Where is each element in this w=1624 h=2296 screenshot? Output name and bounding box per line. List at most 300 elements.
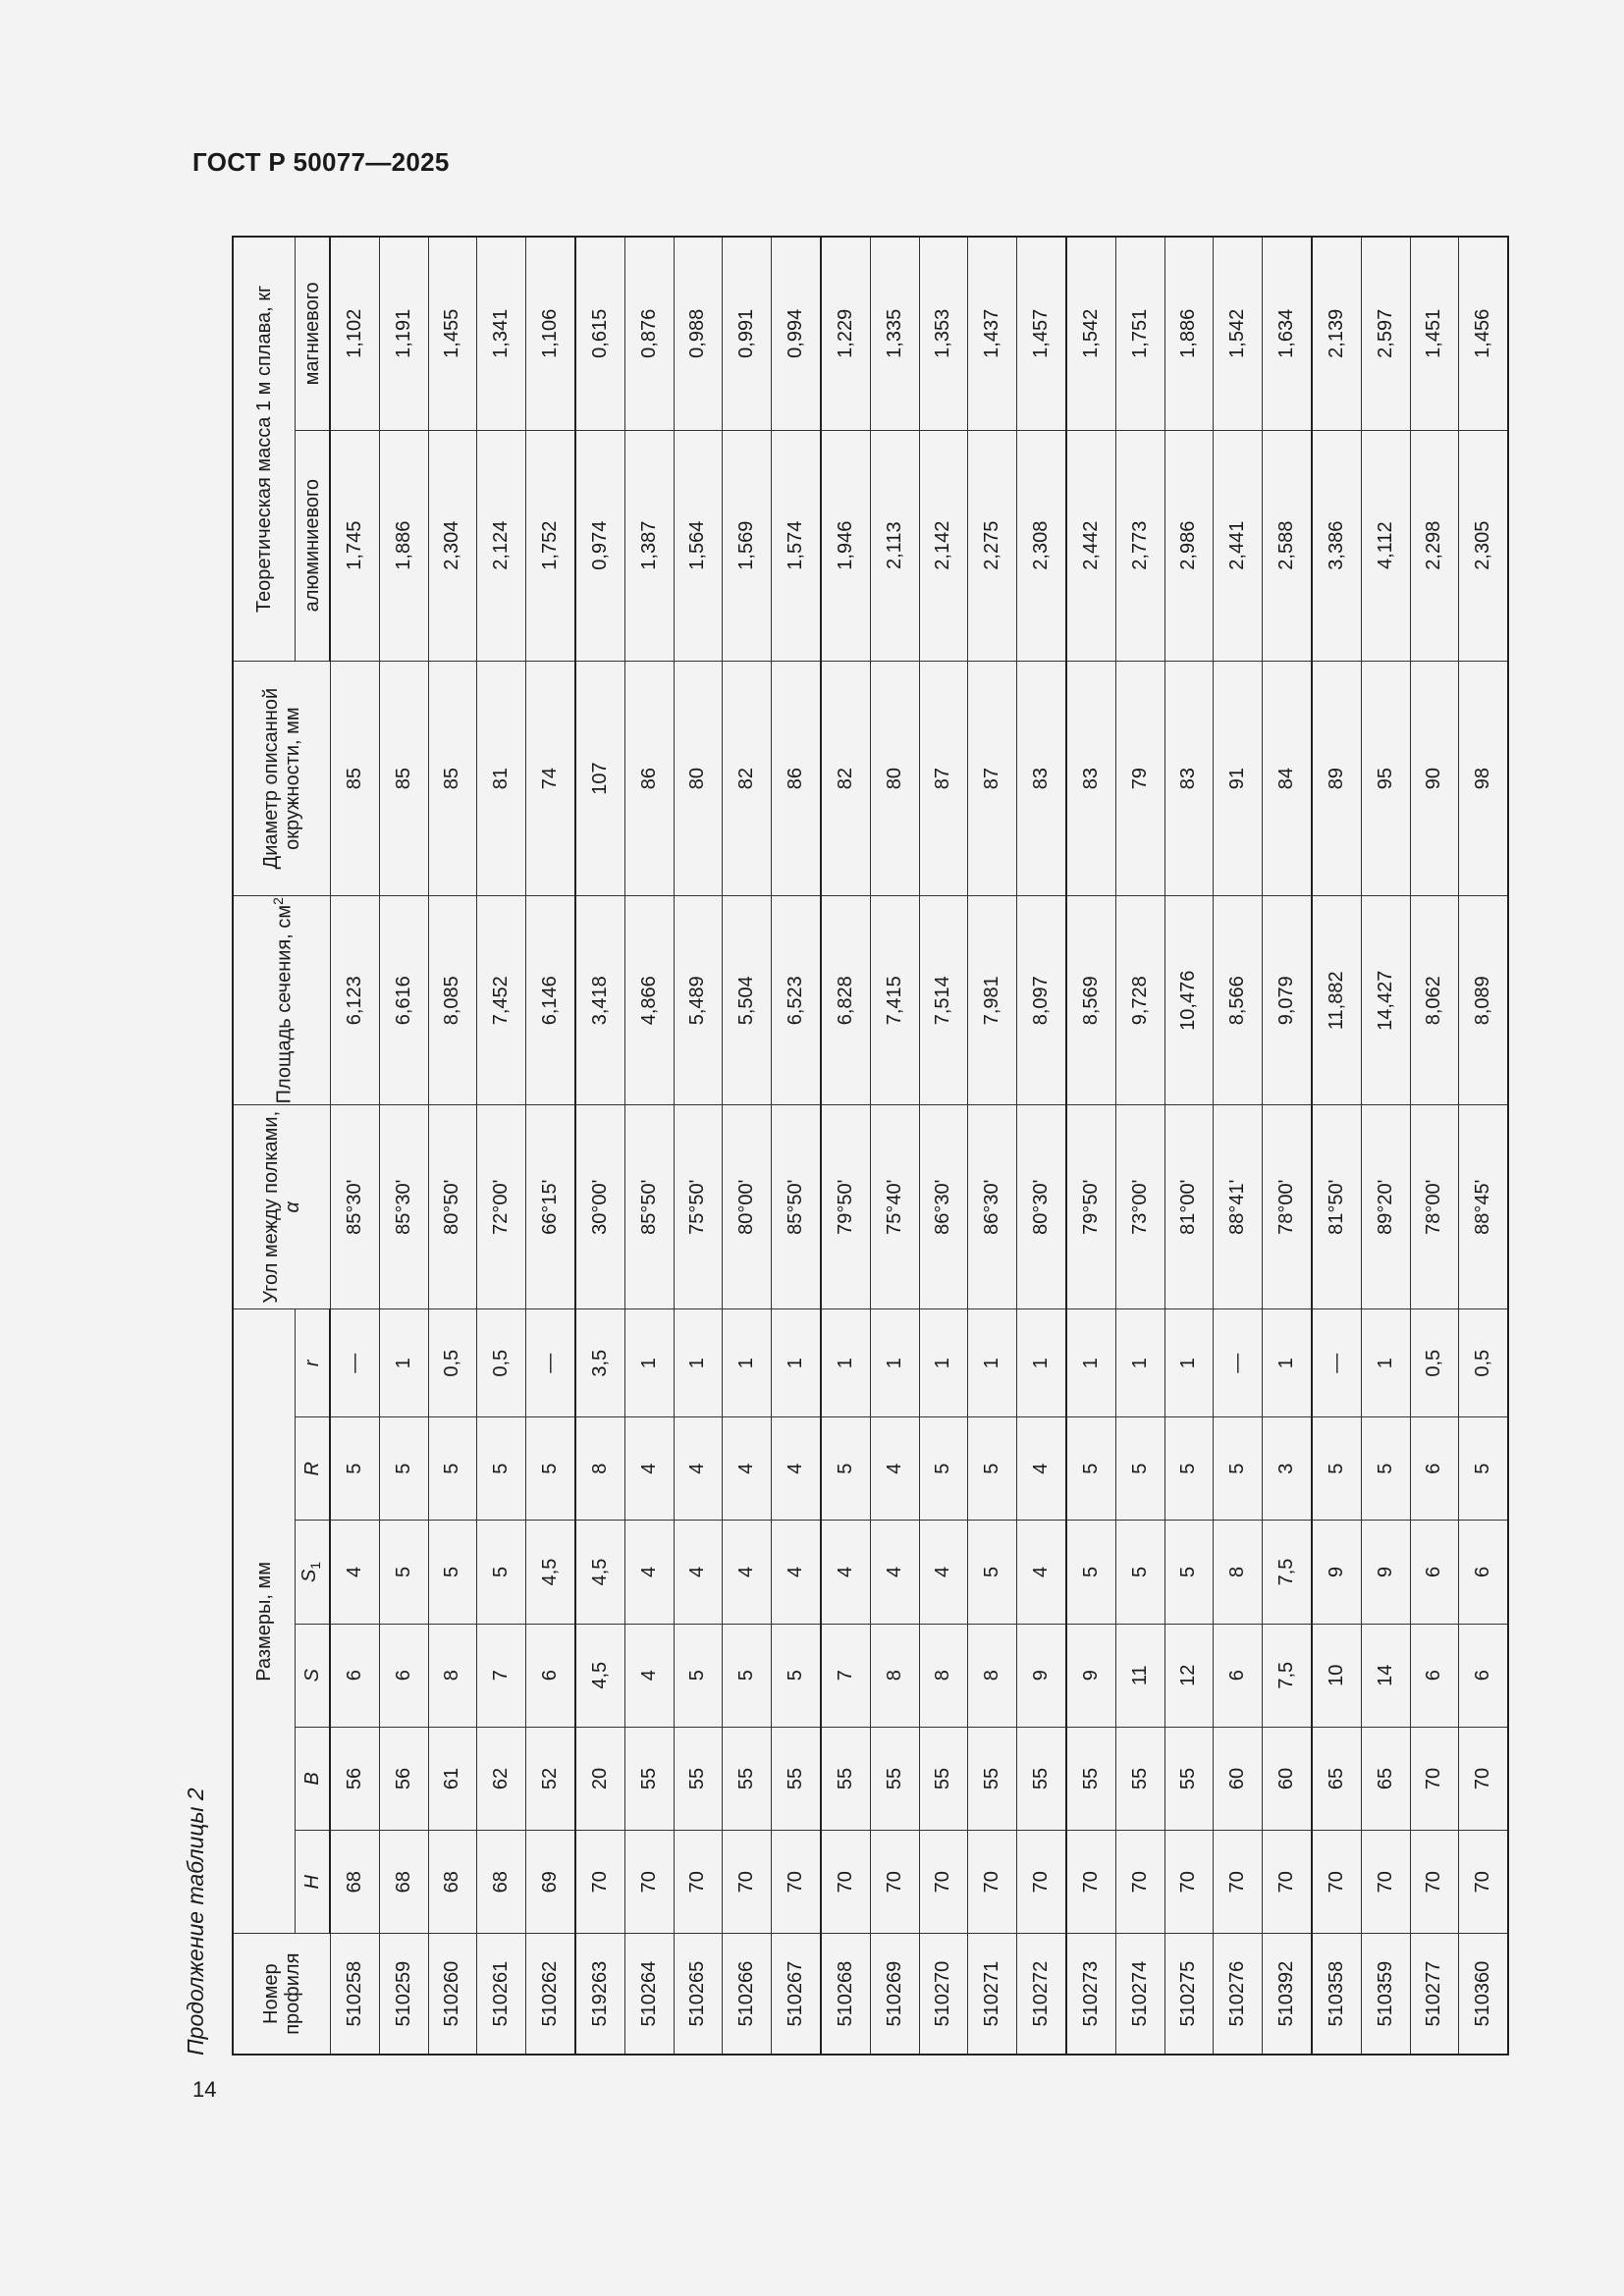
cell-r: — — [330, 1309, 379, 1417]
cell-B: 55 — [919, 1727, 968, 1830]
cell-diameter: 85 — [330, 661, 379, 896]
cell-mass-magnesium: 0,994 — [772, 237, 821, 430]
header-S: S — [296, 1624, 331, 1727]
header-diameter: Диаметр описанной окружности, мм — [233, 661, 330, 896]
cell-B: 60 — [1263, 1727, 1312, 1830]
cell-diameter: 83 — [1066, 661, 1115, 896]
table-row — [1164, 237, 1214, 2055]
cell-profile-number: 510358 — [1312, 1934, 1361, 2055]
cell-diameter: 83 — [1164, 661, 1214, 896]
cell-profile-number: 510262 — [526, 1934, 575, 2055]
cell-R: 4 — [772, 1417, 821, 1521]
cell-R: 5 — [428, 1417, 477, 1521]
cell-mass-magnesium: 1,886 — [1164, 237, 1214, 430]
cell-mass-magnesium: 1,335 — [870, 237, 919, 430]
cell-profile-number: 510261 — [477, 1934, 526, 2055]
cell-H: 70 — [772, 1831, 821, 1934]
cell-profile-number: 510265 — [674, 1934, 723, 2055]
cell-R: 5 — [821, 1417, 870, 1521]
cell-profile-number: 510264 — [624, 1934, 674, 2055]
cell-H: 70 — [723, 1831, 772, 1934]
cell-H: 70 — [1164, 1831, 1214, 1934]
cell-r: 1 — [772, 1309, 821, 1417]
cell-mass-aluminum: 0,974 — [575, 430, 624, 661]
cell-mass-magnesium: 1,102 — [330, 237, 379, 430]
table-row — [968, 237, 1017, 2055]
cell-mass-aluminum: 2,124 — [477, 430, 526, 661]
cell-mass-magnesium: 1,229 — [821, 237, 870, 430]
cell-S: 6 — [1410, 1624, 1459, 1727]
table-row — [624, 237, 674, 2055]
cell-area: 10,476 — [1164, 896, 1214, 1105]
cell-mass-aluminum: 1,752 — [526, 430, 575, 661]
cell-r: 1 — [821, 1309, 870, 1417]
cell-H: 68 — [330, 1831, 379, 1934]
cell-S1: 4 — [624, 1521, 674, 1624]
cell-S: 6 — [379, 1624, 428, 1727]
cell-angle: 88°41' — [1214, 1105, 1263, 1309]
cell-H: 68 — [477, 1831, 526, 1934]
cell-B: 70 — [1459, 1727, 1508, 1830]
cell-angle: 88°45' — [1459, 1105, 1508, 1309]
cell-area: 7,981 — [968, 896, 1017, 1105]
cell-angle: 89°20' — [1361, 1105, 1410, 1309]
cell-H: 70 — [968, 1831, 1017, 1934]
table-row — [1115, 237, 1164, 2055]
cell-S: 8 — [919, 1624, 968, 1727]
cell-R: 6 — [1410, 1417, 1459, 1521]
rotated-table-block — [181, 236, 1494, 2056]
cell-r: — — [1214, 1309, 1263, 1417]
cell-B: 62 — [477, 1727, 526, 1830]
cell-mass-magnesium: 1,341 — [477, 237, 526, 430]
cell-S: 5 — [674, 1624, 723, 1727]
cell-H: 70 — [821, 1831, 870, 1934]
header-mass: Теоретическая масса 1 м сплава, кг — [233, 237, 296, 661]
cell-mass-aluminum: 2,142 — [919, 430, 968, 661]
cell-angle: 85°50' — [624, 1105, 674, 1309]
cell-mass-aluminum: 1,946 — [821, 430, 870, 661]
cell-profile-number: 510276 — [1214, 1934, 1263, 2055]
cell-S1: 4 — [919, 1521, 968, 1624]
table-row — [1312, 237, 1361, 2055]
cell-area: 6,146 — [526, 896, 575, 1105]
cell-angle: 85°30' — [330, 1105, 379, 1309]
cell-diameter: 107 — [575, 661, 624, 896]
cell-profile-number: 510269 — [870, 1934, 919, 2055]
table-row — [723, 237, 772, 2055]
cell-r: 1 — [624, 1309, 674, 1417]
cell-R: 4 — [674, 1417, 723, 1521]
cell-angle: 30°00' — [575, 1105, 624, 1309]
header-R: R — [296, 1417, 331, 1521]
cell-R: 5 — [379, 1417, 428, 1521]
cell-diameter: 85 — [379, 661, 428, 896]
cell-mass-magnesium: 1,451 — [1410, 237, 1459, 430]
cell-area: 9,728 — [1115, 896, 1164, 1105]
cell-R: 5 — [1459, 1417, 1508, 1521]
cell-S: 5 — [772, 1624, 821, 1727]
cell-diameter: 79 — [1115, 661, 1164, 896]
cell-mass-aluminum: 1,886 — [379, 430, 428, 661]
cell-mass-aluminum: 2,113 — [870, 430, 919, 661]
header-aluminum: алюминиевого — [296, 430, 331, 661]
cell-r: 1 — [870, 1309, 919, 1417]
cell-mass-aluminum: 2,773 — [1115, 430, 1164, 661]
cell-S1: 9 — [1312, 1521, 1361, 1624]
cell-R: 5 — [1312, 1417, 1361, 1521]
cell-S: 6 — [1214, 1624, 1263, 1727]
table-row — [772, 237, 821, 2055]
cell-mass-magnesium: 1,353 — [919, 237, 968, 430]
cell-r: 1 — [723, 1309, 772, 1417]
cell-area: 3,418 — [575, 896, 624, 1105]
cell-angle: 73°00' — [1115, 1105, 1164, 1309]
table-row — [1459, 237, 1508, 2055]
cell-mass-aluminum: 2,304 — [428, 430, 477, 661]
cell-S1: 9 — [1361, 1521, 1410, 1624]
cell-area: 7,415 — [870, 896, 919, 1105]
header-S1: $S_1$ — [296, 1521, 331, 1624]
cell-S1: 7,5 — [1263, 1521, 1312, 1624]
cell-S1: 4 — [821, 1521, 870, 1624]
cell-r: 1 — [379, 1309, 428, 1417]
cell-r: 3,5 — [575, 1309, 624, 1417]
cell-B: 55 — [624, 1727, 674, 1830]
cell-B: 55 — [1017, 1727, 1066, 1830]
cell-mass-magnesium: 1,457 — [1017, 237, 1066, 430]
cell-S1: 4 — [870, 1521, 919, 1624]
cell-S1: 5 — [428, 1521, 477, 1624]
cell-mass-aluminum: 2,588 — [1263, 430, 1312, 661]
cell-R: 5 — [330, 1417, 379, 1521]
cell-area: 8,062 — [1410, 896, 1459, 1105]
cell-B: 52 — [526, 1727, 575, 1830]
cell-profile-number: 510259 — [379, 1934, 428, 2055]
table-row — [1361, 237, 1410, 2055]
cell-S: 9 — [1017, 1624, 1066, 1727]
cell-B: 60 — [1214, 1727, 1263, 1830]
cell-area: 7,514 — [919, 896, 968, 1105]
cell-H: 70 — [1312, 1831, 1361, 1934]
table-row — [1214, 237, 1263, 2055]
cell-diameter: 85 — [428, 661, 477, 896]
cell-R: 5 — [1361, 1417, 1410, 1521]
cell-mass-magnesium: 1,634 — [1263, 237, 1312, 430]
cell-mass-magnesium: 1,751 — [1115, 237, 1164, 430]
cell-mass-aluminum: 1,574 — [772, 430, 821, 661]
cell-mass-magnesium: 2,597 — [1361, 237, 1410, 430]
cell-H: 70 — [1066, 1831, 1115, 1934]
cell-angle: 72°00' — [477, 1105, 526, 1309]
cell-S: 7,5 — [1263, 1624, 1312, 1727]
cell-diameter: 95 — [1361, 661, 1410, 896]
cell-H: 70 — [1410, 1831, 1459, 1934]
header-H: H — [296, 1831, 331, 1934]
cell-S1: 4 — [723, 1521, 772, 1624]
table-row — [1066, 237, 1115, 2055]
table-row — [1017, 237, 1066, 2055]
cell-area: 6,828 — [821, 896, 870, 1105]
table-row — [526, 237, 575, 2055]
cell-S: 12 — [1164, 1624, 1214, 1727]
cell-S1: 4 — [772, 1521, 821, 1624]
cell-B: 61 — [428, 1727, 477, 1830]
cell-diameter: 82 — [821, 661, 870, 896]
cell-S1: 5 — [1066, 1521, 1115, 1624]
cell-S1: 5 — [1115, 1521, 1164, 1624]
cell-S: 4 — [624, 1624, 674, 1727]
cell-H: 70 — [1017, 1831, 1066, 1934]
cell-S1: 5 — [379, 1521, 428, 1624]
cell-B: 55 — [821, 1727, 870, 1830]
header-dimensions: Размеры, мм — [233, 1309, 296, 1934]
cell-mass-magnesium: 1,191 — [379, 237, 428, 430]
cell-B: 55 — [674, 1727, 723, 1830]
cell-angle: 80°50' — [428, 1105, 477, 1309]
cell-diameter: 87 — [968, 661, 1017, 896]
cell-r: — — [1312, 1309, 1361, 1417]
cell-S: 14 — [1361, 1624, 1410, 1727]
cell-area: 4,866 — [624, 896, 674, 1105]
cell-mass-aluminum: 2,441 — [1214, 430, 1263, 661]
cell-S1: 4 — [1017, 1521, 1066, 1624]
cell-r: 1 — [1115, 1309, 1164, 1417]
cell-mass-aluminum: 2,305 — [1459, 430, 1508, 661]
cell-mass-magnesium: 0,991 — [723, 237, 772, 430]
header-profile-number: Номер профиля — [233, 1934, 330, 2055]
header-B: B — [296, 1727, 331, 1830]
cell-r: 1 — [1017, 1309, 1066, 1417]
cell-B: 55 — [870, 1727, 919, 1830]
cell-mass-aluminum: 1,745 — [330, 430, 379, 661]
page-number: 14 — [192, 2077, 217, 2102]
cell-angle: 81°50' — [1312, 1105, 1361, 1309]
cell-R: 4 — [1017, 1417, 1066, 1521]
cell-B: 56 — [330, 1727, 379, 1830]
cell-S: 8 — [968, 1624, 1017, 1727]
cell-angle: 80°00' — [723, 1105, 772, 1309]
cell-H: 70 — [1361, 1831, 1410, 1934]
header-r: r — [296, 1309, 331, 1417]
cell-S1: 5 — [477, 1521, 526, 1624]
cell-B: 70 — [1410, 1727, 1459, 1830]
cell-r: — — [526, 1309, 575, 1417]
cell-area: 6,123 — [330, 896, 379, 1105]
cell-profile-number: 510266 — [723, 1934, 772, 2055]
cell-R: 4 — [624, 1417, 674, 1521]
cell-mass-magnesium: 0,615 — [575, 237, 624, 430]
cell-area: 14,427 — [1361, 896, 1410, 1105]
cell-B: 65 — [1312, 1727, 1361, 1830]
cell-mass-magnesium: 1,455 — [428, 237, 477, 430]
cell-profile-number: 510272 — [1017, 1934, 1066, 2055]
cell-S1: 4,5 — [526, 1521, 575, 1624]
cell-diameter: 89 — [1312, 661, 1361, 896]
cell-r: 1 — [968, 1309, 1017, 1417]
table-body — [330, 237, 1508, 2055]
cell-H: 68 — [379, 1831, 428, 1934]
cell-r: 1 — [1066, 1309, 1115, 1417]
cell-H: 70 — [624, 1831, 674, 1934]
header-angle: Угол между полками, α — [233, 1105, 330, 1309]
cell-area: 8,569 — [1066, 896, 1115, 1105]
cell-S: 4,5 — [575, 1624, 624, 1727]
cell-mass-aluminum: 2,275 — [968, 430, 1017, 661]
table-row — [477, 237, 526, 2055]
cell-S: 11 — [1115, 1624, 1164, 1727]
cell-area: 11,882 — [1312, 896, 1361, 1105]
cell-profile-number: 510275 — [1164, 1934, 1214, 2055]
cell-H: 70 — [1115, 1831, 1164, 1934]
cell-r: 0,5 — [428, 1309, 477, 1417]
cell-angle: 78°00' — [1410, 1105, 1459, 1309]
cell-S: 6 — [330, 1624, 379, 1727]
cell-R: 5 — [968, 1417, 1017, 1521]
cell-S1: 8 — [1214, 1521, 1263, 1624]
cell-H: 70 — [575, 1831, 624, 1934]
cell-H: 69 — [526, 1831, 575, 1934]
cell-area: 9,079 — [1263, 896, 1312, 1105]
cell-r: 1 — [1164, 1309, 1214, 1417]
cell-area: 8,085 — [428, 896, 477, 1105]
table-caption: Продолжение таблицы 2 — [183, 1788, 208, 2056]
cell-mass-aluminum: 2,298 — [1410, 430, 1459, 661]
cell-area: 8,097 — [1017, 896, 1066, 1105]
cell-mass-magnesium: 2,139 — [1312, 237, 1361, 430]
cell-mass-magnesium: 0,876 — [624, 237, 674, 430]
cell-R: 5 — [1115, 1417, 1164, 1521]
cell-profile-number: 519263 — [575, 1934, 624, 2055]
cell-r: 1 — [674, 1309, 723, 1417]
cell-angle: 86°30' — [919, 1105, 968, 1309]
table-row — [1410, 237, 1459, 2055]
cell-R: 5 — [1214, 1417, 1263, 1521]
cell-S1: 5 — [968, 1521, 1017, 1624]
cell-mass-aluminum: 4,112 — [1361, 430, 1410, 661]
cell-mass-aluminum: 2,986 — [1164, 430, 1214, 661]
cell-diameter: 87 — [919, 661, 968, 896]
cell-R: 4 — [870, 1417, 919, 1521]
cell-r: 0,5 — [477, 1309, 526, 1417]
cell-B: 55 — [968, 1727, 1017, 1830]
cell-r: 0,5 — [1459, 1309, 1508, 1417]
cell-profile-number: 510268 — [821, 1934, 870, 2055]
table-row — [870, 237, 919, 2055]
cell-diameter: 80 — [870, 661, 919, 896]
table-row — [575, 237, 624, 2055]
cell-S: 6 — [526, 1624, 575, 1727]
cell-S1: 4,5 — [575, 1521, 624, 1624]
cell-B: 55 — [772, 1727, 821, 1830]
cell-mass-magnesium: 0,988 — [674, 237, 723, 430]
cell-mass-aluminum: 2,308 — [1017, 430, 1066, 661]
cell-mass-magnesium: 1,106 — [526, 237, 575, 430]
cell-S1: 4 — [674, 1521, 723, 1624]
cell-R: 4 — [723, 1417, 772, 1521]
cell-R: 5 — [526, 1417, 575, 1521]
cell-angle: 81°00' — [1164, 1105, 1214, 1309]
cell-area: 8,089 — [1459, 896, 1508, 1105]
cell-diameter: 80 — [674, 661, 723, 896]
cell-diameter: 84 — [1263, 661, 1312, 896]
cell-S: 9 — [1066, 1624, 1115, 1727]
cell-diameter: 74 — [526, 661, 575, 896]
cell-r: 1 — [1263, 1309, 1312, 1417]
cell-S1: 4 — [330, 1521, 379, 1624]
cell-area: 8,566 — [1214, 896, 1263, 1105]
cell-profile-number: 510260 — [428, 1934, 477, 2055]
table-row — [1263, 237, 1312, 2055]
cell-H: 70 — [1214, 1831, 1263, 1934]
cell-profile-number: 510277 — [1410, 1934, 1459, 2055]
cell-mass-aluminum: 1,569 — [723, 430, 772, 661]
cell-S: 10 — [1312, 1624, 1361, 1727]
cell-angle: 66°15' — [526, 1105, 575, 1309]
header-area: Площадь сечения, $см^2$ — [233, 896, 330, 1105]
cell-R: 8 — [575, 1417, 624, 1521]
cell-angle: 85°30' — [379, 1105, 428, 1309]
cell-R: 5 — [477, 1417, 526, 1521]
cell-B: 20 — [575, 1727, 624, 1830]
cell-S1: 6 — [1459, 1521, 1508, 1624]
cell-profile-number: 510274 — [1115, 1934, 1164, 2055]
cell-mass-aluminum: 1,387 — [624, 430, 674, 661]
cell-diameter: 81 — [477, 661, 526, 896]
cell-diameter: 98 — [1459, 661, 1508, 896]
cell-area: 5,489 — [674, 896, 723, 1105]
cell-H: 68 — [428, 1831, 477, 1934]
cell-mass-magnesium: 1,456 — [1459, 237, 1508, 430]
cell-mass-aluminum: 3,386 — [1312, 430, 1361, 661]
cell-H: 70 — [674, 1831, 723, 1934]
cell-R: 5 — [919, 1417, 968, 1521]
table-row — [379, 237, 428, 2055]
cell-S1: 5 — [1164, 1521, 1214, 1624]
cell-B: 55 — [1164, 1727, 1214, 1830]
cell-S: 6 — [1459, 1624, 1508, 1727]
table-row — [330, 237, 379, 2055]
cell-diameter: 82 — [723, 661, 772, 896]
cell-B: 65 — [1361, 1727, 1410, 1830]
cell-diameter: 83 — [1017, 661, 1066, 896]
cell-R: 5 — [1164, 1417, 1214, 1521]
cell-diameter: 91 — [1214, 661, 1263, 896]
cell-profile-number: 510267 — [772, 1934, 821, 2055]
table-row — [821, 237, 870, 2055]
cell-angle: 75°50' — [674, 1105, 723, 1309]
cell-H: 70 — [1263, 1831, 1312, 1934]
cell-r: 0,5 — [1410, 1309, 1459, 1417]
cell-r: 1 — [919, 1309, 968, 1417]
cell-area: 7,452 — [477, 896, 526, 1105]
header-magnesium: магниевого — [296, 237, 331, 430]
cell-angle: 80°30' — [1017, 1105, 1066, 1309]
cell-angle: 85°50' — [772, 1105, 821, 1309]
cell-H: 70 — [1459, 1831, 1508, 1934]
cell-S: 7 — [477, 1624, 526, 1727]
cell-profile-number: 510392 — [1263, 1934, 1312, 2055]
document-title: ГОСТ Р 50077—2025 — [192, 147, 450, 177]
cell-area: 6,523 — [772, 896, 821, 1105]
profiles-table — [232, 236, 1509, 2056]
cell-B: 55 — [1066, 1727, 1115, 1830]
cell-diameter: 86 — [624, 661, 674, 896]
cell-B: 56 — [379, 1727, 428, 1830]
cell-H: 70 — [870, 1831, 919, 1934]
table-row — [919, 237, 968, 2055]
cell-diameter: 90 — [1410, 661, 1459, 896]
